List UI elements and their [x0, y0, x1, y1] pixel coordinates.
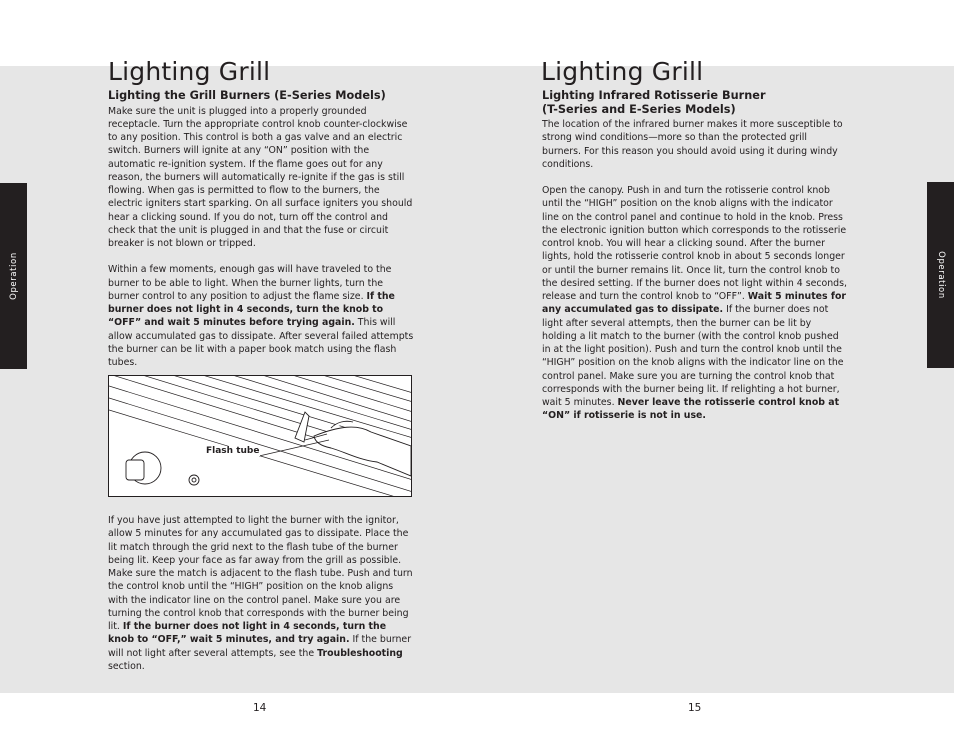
grill-drawing: [109, 376, 412, 497]
left-column-top: [108, 89, 414, 382]
right-column: [542, 89, 848, 436]
bold-warning: If the burner does not light in 4 seconds, turn the knob to “OFF” and wait 5 minutes before trying again.: [108, 290, 395, 329]
paragraph-text: This will allow accumulated gas to dissipate. After several failed attempts the burner can be lit with a paper book match using the flash tubes.: [108, 317, 414, 368]
troubleshooting-reference: Troubleshooting: [317, 647, 403, 659]
bold-warning: Never leave the rotisserie control knob at “ON” if rotisserie is not in use.: [542, 397, 840, 422]
paragraph-text: If the burner will not light after several attempts, see the: [108, 634, 412, 659]
paragraph-text: If you have just attempted to light the burner with the ignitor, allow 5 minutes for any accumulated gas to dissipate. Place the lit match through the grid next to the flash tube of the burner being lit. Keep your face as far away from the grill as possible. Make sure the match is adjacent to the flash tube. Push and turn the control knob until the “HIGH” position on the knob aligns with the indicator line on the control panel. Make sure you are turning the control knob that corresponds with the burner being lit.: [108, 515, 413, 632]
left-column-bottom: [108, 514, 414, 686]
section-tab-right: [927, 182, 954, 368]
section-tab-label: Operation: [935, 251, 946, 299]
paragraph-text: If the burner does not light after several attempts, then the burner can be lit by holding a lit match to the burner (with the control knob pushed in at the light position). Push and turn the control knob until the “HIGH” position on the knob aligns with the indicator line on the control panel. Make sure you are turning the control knob that corresponds with the burner being lit. If relighting a hot burner, wait 5 minutes.: [542, 304, 844, 408]
page-title-right: Lighting Grill: [541, 56, 704, 86]
page-number-right: 15: [688, 702, 702, 714]
figure-label: Flash tube: [206, 446, 260, 456]
paragraph: [108, 514, 414, 673]
paragraph: [108, 105, 414, 251]
paragraph-text: Open the canopy. Push in and turn the rotisserie control knob until the “HIGH” position on the knob aligns with the indicator line on the control panel and continue to hold in the knob. Press the electronic ignition button which corresponds to the rotisserie control knob. You will hear a clicking sound. After the burner lights, hold the rotisserie control knob in about 5 seconds longer or until the burner remains lit. Once lit, turn the control knob to the desired setting. If the burner does not light within 4 seconds, release and turn the control knob to “OFF”.: [542, 185, 847, 302]
section-heading: Lighting the Grill Burners (E-Series Models): [108, 89, 386, 102]
bold-warning: Wait 5 minutes for any accumulated gas to dissipate.: [542, 291, 847, 316]
flash-tube-illustration: [108, 375, 412, 497]
paragraph-text: The location of the infrared burner makes it more susceptible to strong wind conditions—more so than the protected grill burners. For this reason you should avoid using it during windy conditions.: [542, 119, 843, 170]
paragraph-text: section.: [108, 660, 145, 672]
section-heading: [542, 89, 848, 116]
page-title-left: Lighting Grill: [108, 56, 271, 86]
bold-warning: If the burner does not light in 4 seconds, turn the knob to “OFF,” wait 5 minutes, and try again.: [108, 621, 387, 646]
paragraph: [542, 184, 848, 423]
paragraph-text: Within a few moments, enough gas will have traveled to the burner to be able to light. When the burner lights, turn the burner control to any position to adjust the flame size.: [108, 264, 392, 302]
section-tab-left: [0, 183, 27, 369]
paragraph-text: Make sure the unit is plugged into a properly grounded receptacle. Turn the appropriate control knob counter-clockwise to any position. This control is both a gas valve and an electric switch. Burners will ignite at any “ON” position with the automatic re-ignition system. If the flame goes out for any reason, the burners will automatically re-ignite if the gas is still flowing. When gas is permitted to flow to the burners, the electric igniters start sparking. On all surface igniters you should hear a clicking sound. If you do not, turn off the control and check that the unit is plugged in and that the fuse or circuit breaker is not blown or tripped.: [108, 105, 413, 249]
page-number-left: 14: [253, 702, 267, 714]
paragraph: [542, 118, 848, 171]
section-heading-line: Lighting Infrared Rotisserie Burner: [542, 89, 766, 102]
paragraph: [108, 263, 414, 369]
section-heading-line: (T-Series and E-Series Models): [542, 102, 736, 116]
section-tab-label: Operation: [8, 252, 19, 300]
